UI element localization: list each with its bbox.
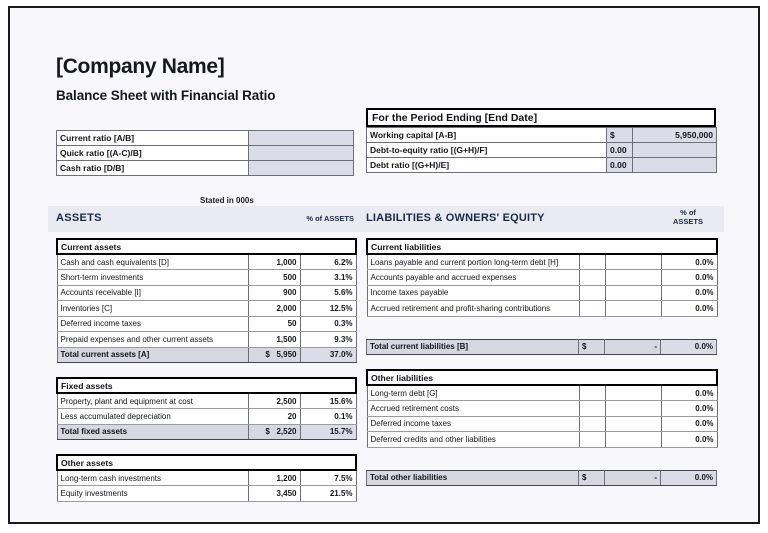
debt-to-equity-spacer <box>633 143 717 158</box>
total-other-liabilities-table <box>366 470 717 487</box>
row-percent: 0.0% <box>661 385 717 401</box>
row-percent: 5.6% <box>300 285 356 301</box>
total-value: 2,520 <box>276 427 297 437</box>
row-label: Short-term investments <box>57 270 248 286</box>
row-label: Prepaid expenses and other current assets <box>57 332 248 348</box>
table-row <box>57 409 356 425</box>
row-label: Less accumulated depreciation <box>57 409 248 425</box>
row-amount[interactable] <box>605 254 661 270</box>
left-ratio-box <box>56 130 353 176</box>
row-amount[interactable]: 50 <box>248 316 300 332</box>
other-liabilities-group-title: Other liabilities <box>367 370 717 385</box>
row-label: Equity investments <box>57 486 248 502</box>
row-percent: 0.0% <box>661 416 717 432</box>
row-label: Accrued retirement costs <box>367 401 579 417</box>
liabilities-pct-header-line2: ASSETS <box>672 217 703 226</box>
table-row <box>367 239 717 254</box>
current-ratio-value[interactable] <box>249 131 354 146</box>
stated-in-note: Stated in 000s <box>200 196 254 205</box>
total-current-liabilities-table <box>366 339 717 356</box>
row-amount[interactable] <box>605 285 661 301</box>
total-currency: $ <box>579 339 605 355</box>
cash-ratio-label: Cash ratio [D/B] <box>57 161 249 176</box>
current-liabilities-group-title: Current liabilities <box>367 239 717 254</box>
total-amount <box>248 347 300 363</box>
table-row <box>57 470 356 486</box>
table-row <box>367 285 717 301</box>
spacer <box>56 363 355 377</box>
table-row <box>367 432 717 448</box>
table-row <box>367 158 717 173</box>
row-amount[interactable]: 2,000 <box>248 301 300 317</box>
left-ratio-table <box>56 130 354 176</box>
row-currency <box>579 254 605 270</box>
current-liabilities-table <box>366 238 718 317</box>
row-currency <box>579 301 605 317</box>
table-row <box>367 416 717 432</box>
debt-to-equity-label: Debt-to-equity ratio [(G+H)/F] <box>367 143 607 158</box>
total-currency: $ <box>579 470 605 486</box>
total-value: - <box>605 339 661 355</box>
row-amount[interactable]: 900 <box>248 285 300 301</box>
section-header-band <box>48 206 724 232</box>
ratios-band <box>48 108 724 204</box>
row-label: Long-term cash investments <box>57 470 248 486</box>
total-value: 5,950 <box>276 350 297 360</box>
liabilities-section-title: LIABILITIES & OWNERS' EQUITY <box>366 212 545 224</box>
total-label: Total current liabilities [B] <box>367 339 579 355</box>
fixed-assets-group-title: Fixed assets <box>57 378 356 393</box>
table-row <box>57 301 356 317</box>
quick-ratio-label: Quick ratio [(A-C)/B] <box>57 146 249 161</box>
table-row <box>57 332 356 348</box>
table-row <box>57 131 354 146</box>
working-capital-currency: $ <box>607 128 633 143</box>
total-percent: 0.0% <box>661 339 717 355</box>
table-row <box>367 254 717 270</box>
debt-ratio-value[interactable]: 0.00 <box>607 158 633 173</box>
row-percent: 0.0% <box>661 270 717 286</box>
row-currency <box>579 285 605 301</box>
table-row <box>367 270 717 286</box>
other-liabilities-table <box>366 369 718 448</box>
table-row <box>57 285 356 301</box>
row-currency <box>579 416 605 432</box>
row-label: Property, plant and equipment at cost <box>57 393 248 409</box>
debt-ratio-spacer <box>633 158 717 173</box>
table-row-total <box>367 470 717 486</box>
spacer <box>366 355 716 369</box>
row-amount[interactable] <box>605 401 661 417</box>
table-row <box>367 143 717 158</box>
liabilities-column <box>366 238 716 486</box>
liabilities-pct-header <box>660 208 716 226</box>
table-row <box>57 161 354 176</box>
sheet-subtitle: Balance Sheet with Financial Ratio <box>56 88 276 103</box>
balance-sheet <box>48 56 724 506</box>
row-label: Deferred income taxes <box>57 316 248 332</box>
row-percent: 12.5% <box>300 301 356 317</box>
period-ending-header: For the Period Ending [End Date] <box>366 108 716 127</box>
row-percent: 0.0% <box>661 301 717 317</box>
row-label: Accounts receivable [I] <box>57 285 248 301</box>
row-amount[interactable]: 2,500 <box>248 393 300 409</box>
quick-ratio-value[interactable] <box>249 146 354 161</box>
row-percent: 21.5% <box>300 486 356 502</box>
row-percent: 3.1% <box>300 270 356 286</box>
working-capital-label: Working capital [A-B] <box>367 128 607 143</box>
debt-to-equity-value[interactable]: 0.00 <box>607 143 633 158</box>
company-name-title: [Company Name] <box>56 55 225 78</box>
row-amount[interactable] <box>605 301 661 317</box>
row-percent: 0.3% <box>300 316 356 332</box>
row-percent: 0.0% <box>661 432 717 448</box>
row-label: Loans payable and current portion long-term debt [H] <box>367 254 579 270</box>
table-row-total <box>57 424 356 440</box>
assets-section-title: ASSETS <box>56 212 102 224</box>
assets-column <box>56 238 355 502</box>
row-percent: 6.2% <box>300 254 356 270</box>
row-currency <box>579 401 605 417</box>
row-percent: 0.0% <box>661 254 717 270</box>
table-row <box>57 486 356 502</box>
current-ratio-label: Current ratio [A/B] <box>57 131 249 146</box>
row-amount[interactable] <box>605 270 661 286</box>
table-row <box>57 270 356 286</box>
row-amount[interactable]: 1,200 <box>248 470 300 486</box>
current-assets-group-title: Current assets <box>57 239 356 254</box>
table-row <box>57 146 354 161</box>
period-box <box>366 108 716 173</box>
table-row-total <box>367 339 717 355</box>
cash-ratio-value[interactable] <box>249 161 354 176</box>
row-percent: 7.5% <box>300 470 356 486</box>
table-row <box>57 316 356 332</box>
total-currency: $ <box>265 350 270 360</box>
assets-pct-header: % of ASSETS <box>306 214 354 223</box>
debt-ratio-label: Debt ratio [(G+H)/E] <box>367 158 607 173</box>
working-capital-value[interactable]: 5,950,000 <box>633 128 717 143</box>
table-row-total <box>57 347 356 363</box>
table-row <box>57 393 356 409</box>
total-percent: 15.7% <box>300 424 356 440</box>
row-amount[interactable] <box>605 432 661 448</box>
table-row <box>57 239 356 254</box>
right-ratio-table <box>366 127 717 173</box>
row-amount[interactable]: 500 <box>248 270 300 286</box>
total-label: Total fixed assets <box>57 424 248 440</box>
row-currency <box>579 432 605 448</box>
row-label: Inventories [C] <box>57 301 248 317</box>
other-assets-table <box>56 454 357 502</box>
row-amount[interactable]: 3,450 <box>248 486 300 502</box>
row-amount[interactable]: 20 <box>248 409 300 425</box>
document-page <box>8 6 760 524</box>
table-row <box>367 401 717 417</box>
table-row <box>57 254 356 270</box>
total-value: - <box>605 470 661 486</box>
spacer <box>366 317 716 339</box>
row-amount[interactable] <box>605 385 661 401</box>
row-currency <box>579 270 605 286</box>
spacer <box>56 440 355 454</box>
row-label: Deferred credits and other liabilities <box>367 432 579 448</box>
row-label: Deferred income taxes <box>367 416 579 432</box>
row-percent: 15.6% <box>300 393 356 409</box>
row-amount[interactable]: 1,000 <box>248 254 300 270</box>
row-amount[interactable] <box>605 416 661 432</box>
current-assets-table <box>56 238 357 363</box>
row-label: Accrued retirement and profit-sharing contributions <box>367 301 579 317</box>
table-row <box>367 370 717 385</box>
total-percent: 37.0% <box>300 347 356 363</box>
row-label: Long-term debt [G] <box>367 385 579 401</box>
table-row <box>57 378 356 393</box>
other-assets-group-title: Other assets <box>57 455 356 470</box>
total-label: Total other liabilities <box>367 470 579 486</box>
row-amount[interactable]: 1,500 <box>248 332 300 348</box>
table-row <box>367 385 717 401</box>
row-percent: 9.3% <box>300 332 356 348</box>
table-row <box>57 455 356 470</box>
fixed-assets-table <box>56 377 357 440</box>
row-currency <box>579 385 605 401</box>
table-row <box>367 128 717 143</box>
total-currency: $ <box>265 427 270 437</box>
row-label: Income taxes payable <box>367 285 579 301</box>
spacer <box>366 448 716 470</box>
row-percent: 0.1% <box>300 409 356 425</box>
liabilities-pct-header-line1: % of <box>680 208 696 217</box>
table-row <box>367 301 717 317</box>
row-label: Accounts payable and accrued expenses <box>367 270 579 286</box>
total-amount <box>248 424 300 440</box>
row-percent: 0.0% <box>661 401 717 417</box>
total-label: Total current assets [A] <box>57 347 248 363</box>
row-percent: 0.0% <box>661 285 717 301</box>
total-percent: 0.0% <box>661 470 717 486</box>
row-label: Cash and cash equivalents [D] <box>57 254 248 270</box>
